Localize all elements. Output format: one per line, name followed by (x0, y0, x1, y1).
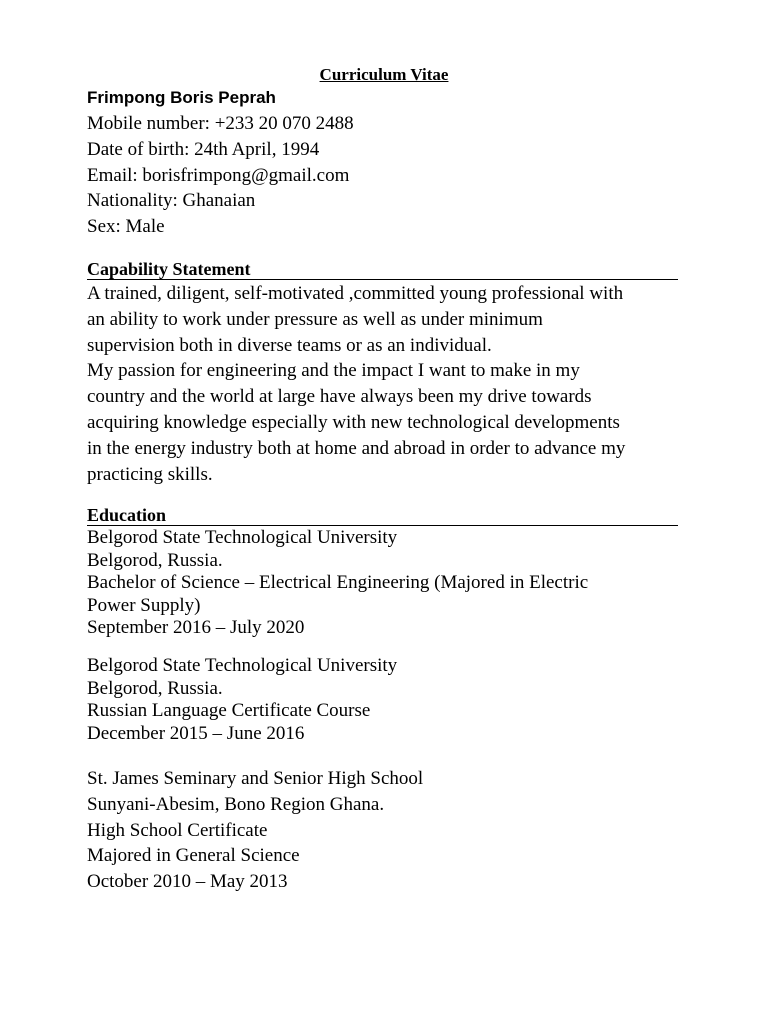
capability-line: supervision both in diverse teams or as an individual. (87, 334, 492, 356)
capability-line: A trained, diligent, self-motivated ,committed young professional with (87, 283, 624, 304)
capability-line: practicing skills. (87, 463, 213, 485)
period: December 2015 – June 2016 (87, 722, 305, 744)
capability-line: My passion for engineering and the impact I want to make in my (87, 360, 580, 382)
institution: Belgorod State Technological University (87, 527, 398, 548)
education-entry (87, 766, 687, 895)
qualification: High School Certificate (87, 819, 268, 841)
education-heading: Education (87, 505, 678, 526)
qualification: Russian Language Certificate Course (87, 700, 371, 721)
capability-line: an ability to work under pressure as well as under minimum (87, 308, 543, 330)
email: Email: borisfrimpong@gmail.com (87, 164, 350, 186)
institution: St. James Seminary and Senior High School (87, 768, 424, 789)
major: Majored in General Science (87, 845, 300, 867)
capability-line: country and the world at large have always been my drive towards (87, 386, 592, 408)
qualification-continued: Power Supply) (87, 594, 201, 616)
location: Belgorod, Russia. (87, 549, 223, 571)
qualification: Bachelor of Science – Electrical Engineering (Majored in Electric (87, 572, 589, 593)
period: October 2010 – May 2013 (87, 871, 288, 893)
nationality: Nationality: Ghanaian (87, 190, 256, 212)
capability-line: acquiring knowledge especially with new technological developments (87, 411, 620, 433)
contact-details (87, 111, 354, 240)
location: Belgorod, Russia. (87, 677, 223, 699)
institution: Belgorod State Technological University (87, 655, 398, 676)
location: Sunyani-Abesim, Bono Region Ghana. (87, 793, 385, 815)
capability-heading: Capability Statement (87, 259, 678, 280)
sex: Sex: Male (87, 216, 165, 238)
mobile-number: Mobile number: +233 20 070 2488 (87, 113, 354, 134)
capability-statement (87, 281, 687, 487)
period: September 2016 – July 2020 (87, 617, 305, 638)
candidate-name: Frimpong Boris Peprah (87, 88, 276, 107)
date-of-birth: Date of birth: 24th April, 1994 (87, 138, 320, 160)
education-entry (87, 655, 687, 745)
education-entry (87, 527, 687, 640)
capability-line: in the energy industry both at home and abroad in order to advance my (87, 437, 626, 459)
document-title: Curriculum Vitae (319, 65, 449, 84)
